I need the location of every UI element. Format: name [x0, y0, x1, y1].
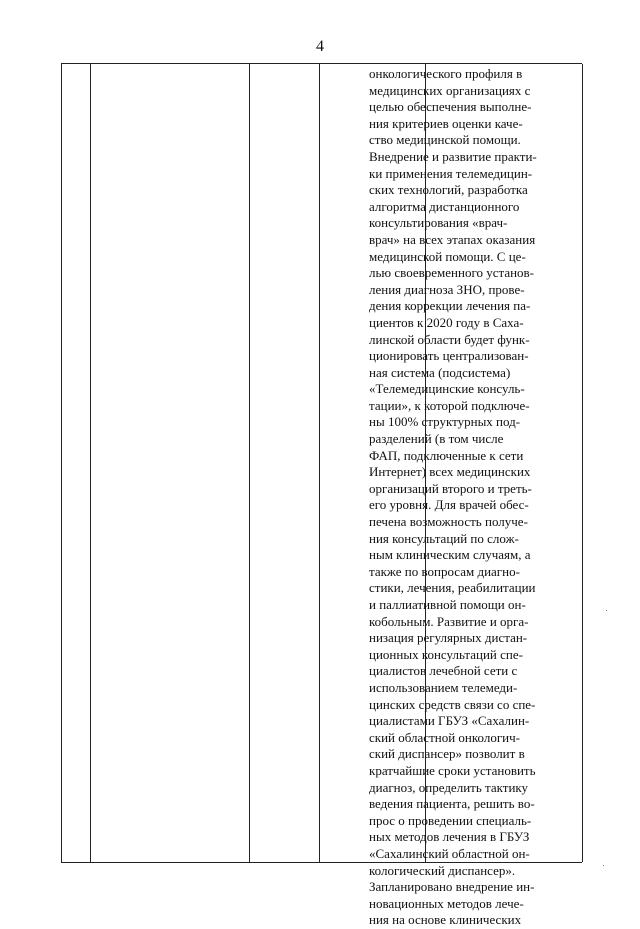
description-line: циентов к 2020 году в Саха- — [369, 314, 524, 330]
description-line: прос о проведении специаль- — [369, 812, 532, 828]
description-line: ная система (подсистема) — [369, 364, 511, 380]
description-line: онкологического профиля в — [369, 66, 523, 81]
description-line: ния на основе клинических — [369, 912, 522, 928]
description-line: Внедрение и развитие практи- — [369, 148, 537, 164]
description-line: консультирования «врач- — [369, 215, 508, 231]
description-line: кобольным. Развитие и орга- — [369, 613, 529, 629]
description-line: ных методов лечения в ГБУЗ — [369, 829, 530, 845]
description-line: алгоритма дистанционного — [369, 198, 520, 214]
description-line: ки применения телемедицин- — [369, 165, 533, 181]
description-cell — [369, 66, 537, 929]
table-column-2 — [91, 64, 250, 862]
description-line: его уровня. Для врачей обес- — [369, 497, 529, 513]
description-line: и паллиативной помощи он- — [369, 597, 526, 612]
description-line: ционировать централизован- — [369, 348, 529, 364]
description-line: ских технологий, разработка — [369, 182, 528, 198]
description-line: «Сахалинский областной он- — [369, 845, 530, 861]
description-line: стики, лечения, реабилитации — [369, 580, 536, 596]
description-line: также по вопросам диагно- — [369, 563, 520, 579]
description-line: Запланировано внедрение ин- — [369, 879, 535, 895]
description-line: «Телемедицинские консуль- — [369, 381, 525, 397]
description-line: использованием телемеди- — [369, 679, 518, 695]
description-line: лью своевременного установ- — [369, 265, 535, 281]
description-line: диагноз, определить тактику — [369, 779, 529, 795]
description-line: разделений (в том числе — [369, 431, 504, 447]
description-line: ство медицинской помощи. — [369, 132, 521, 148]
table-column-1 — [62, 64, 91, 862]
description-line: ский областной онкологич- — [369, 729, 520, 745]
description-line: тации», к которой подключе- — [369, 397, 530, 413]
description-line: ным клиническим случаям, а — [369, 547, 531, 563]
description-line: врач» на всех этапах оказания — [369, 231, 536, 247]
description-line: циалистами ГБУЗ «Сахалин- — [369, 713, 530, 729]
description-line: печена возможность получе- — [369, 514, 528, 530]
page-number: 4 — [316, 38, 324, 55]
description-line: ния консультаций по слож- — [369, 530, 519, 546]
description-line: цинских средств связи со спе- — [369, 696, 536, 712]
description-line: низация регулярных дистан- — [369, 630, 528, 646]
description-line: кологический диспансер». — [369, 862, 516, 878]
description-line: ФАП, подключенные к сети — [369, 447, 524, 463]
description-line: кратчайшие сроки установить — [369, 762, 536, 778]
description-line: ведения пациента, решить во- — [369, 796, 535, 812]
description-line: ционных консультаций спе- — [369, 646, 523, 662]
table-column-3 — [250, 64, 320, 862]
description-line: ления диагноза ЗНО, прове- — [369, 281, 525, 297]
description-line: ны 100% структурных под- — [369, 414, 521, 430]
description-line: целью обеспечения выполне- — [369, 99, 532, 115]
description-line: Интернет) всех медицинских — [369, 464, 531, 480]
description-line: ский диспансер» позволит в — [369, 746, 525, 762]
scan-speck — [606, 610, 607, 611]
description-line: линской области будет функ- — [369, 331, 530, 347]
description-line: дения коррекции лечения па- — [369, 298, 531, 314]
description-line: новационных методов лече- — [369, 895, 524, 911]
scan-speck — [603, 865, 604, 866]
description-line: организаций второго и треть- — [369, 480, 532, 496]
description-line: циалистов лечебной сети с — [369, 663, 518, 679]
description-line: медицинских организациях с — [369, 82, 531, 98]
description-line: медицинской помощи. С це- — [369, 248, 526, 264]
description-line: ния критериев оценки каче- — [369, 115, 523, 131]
